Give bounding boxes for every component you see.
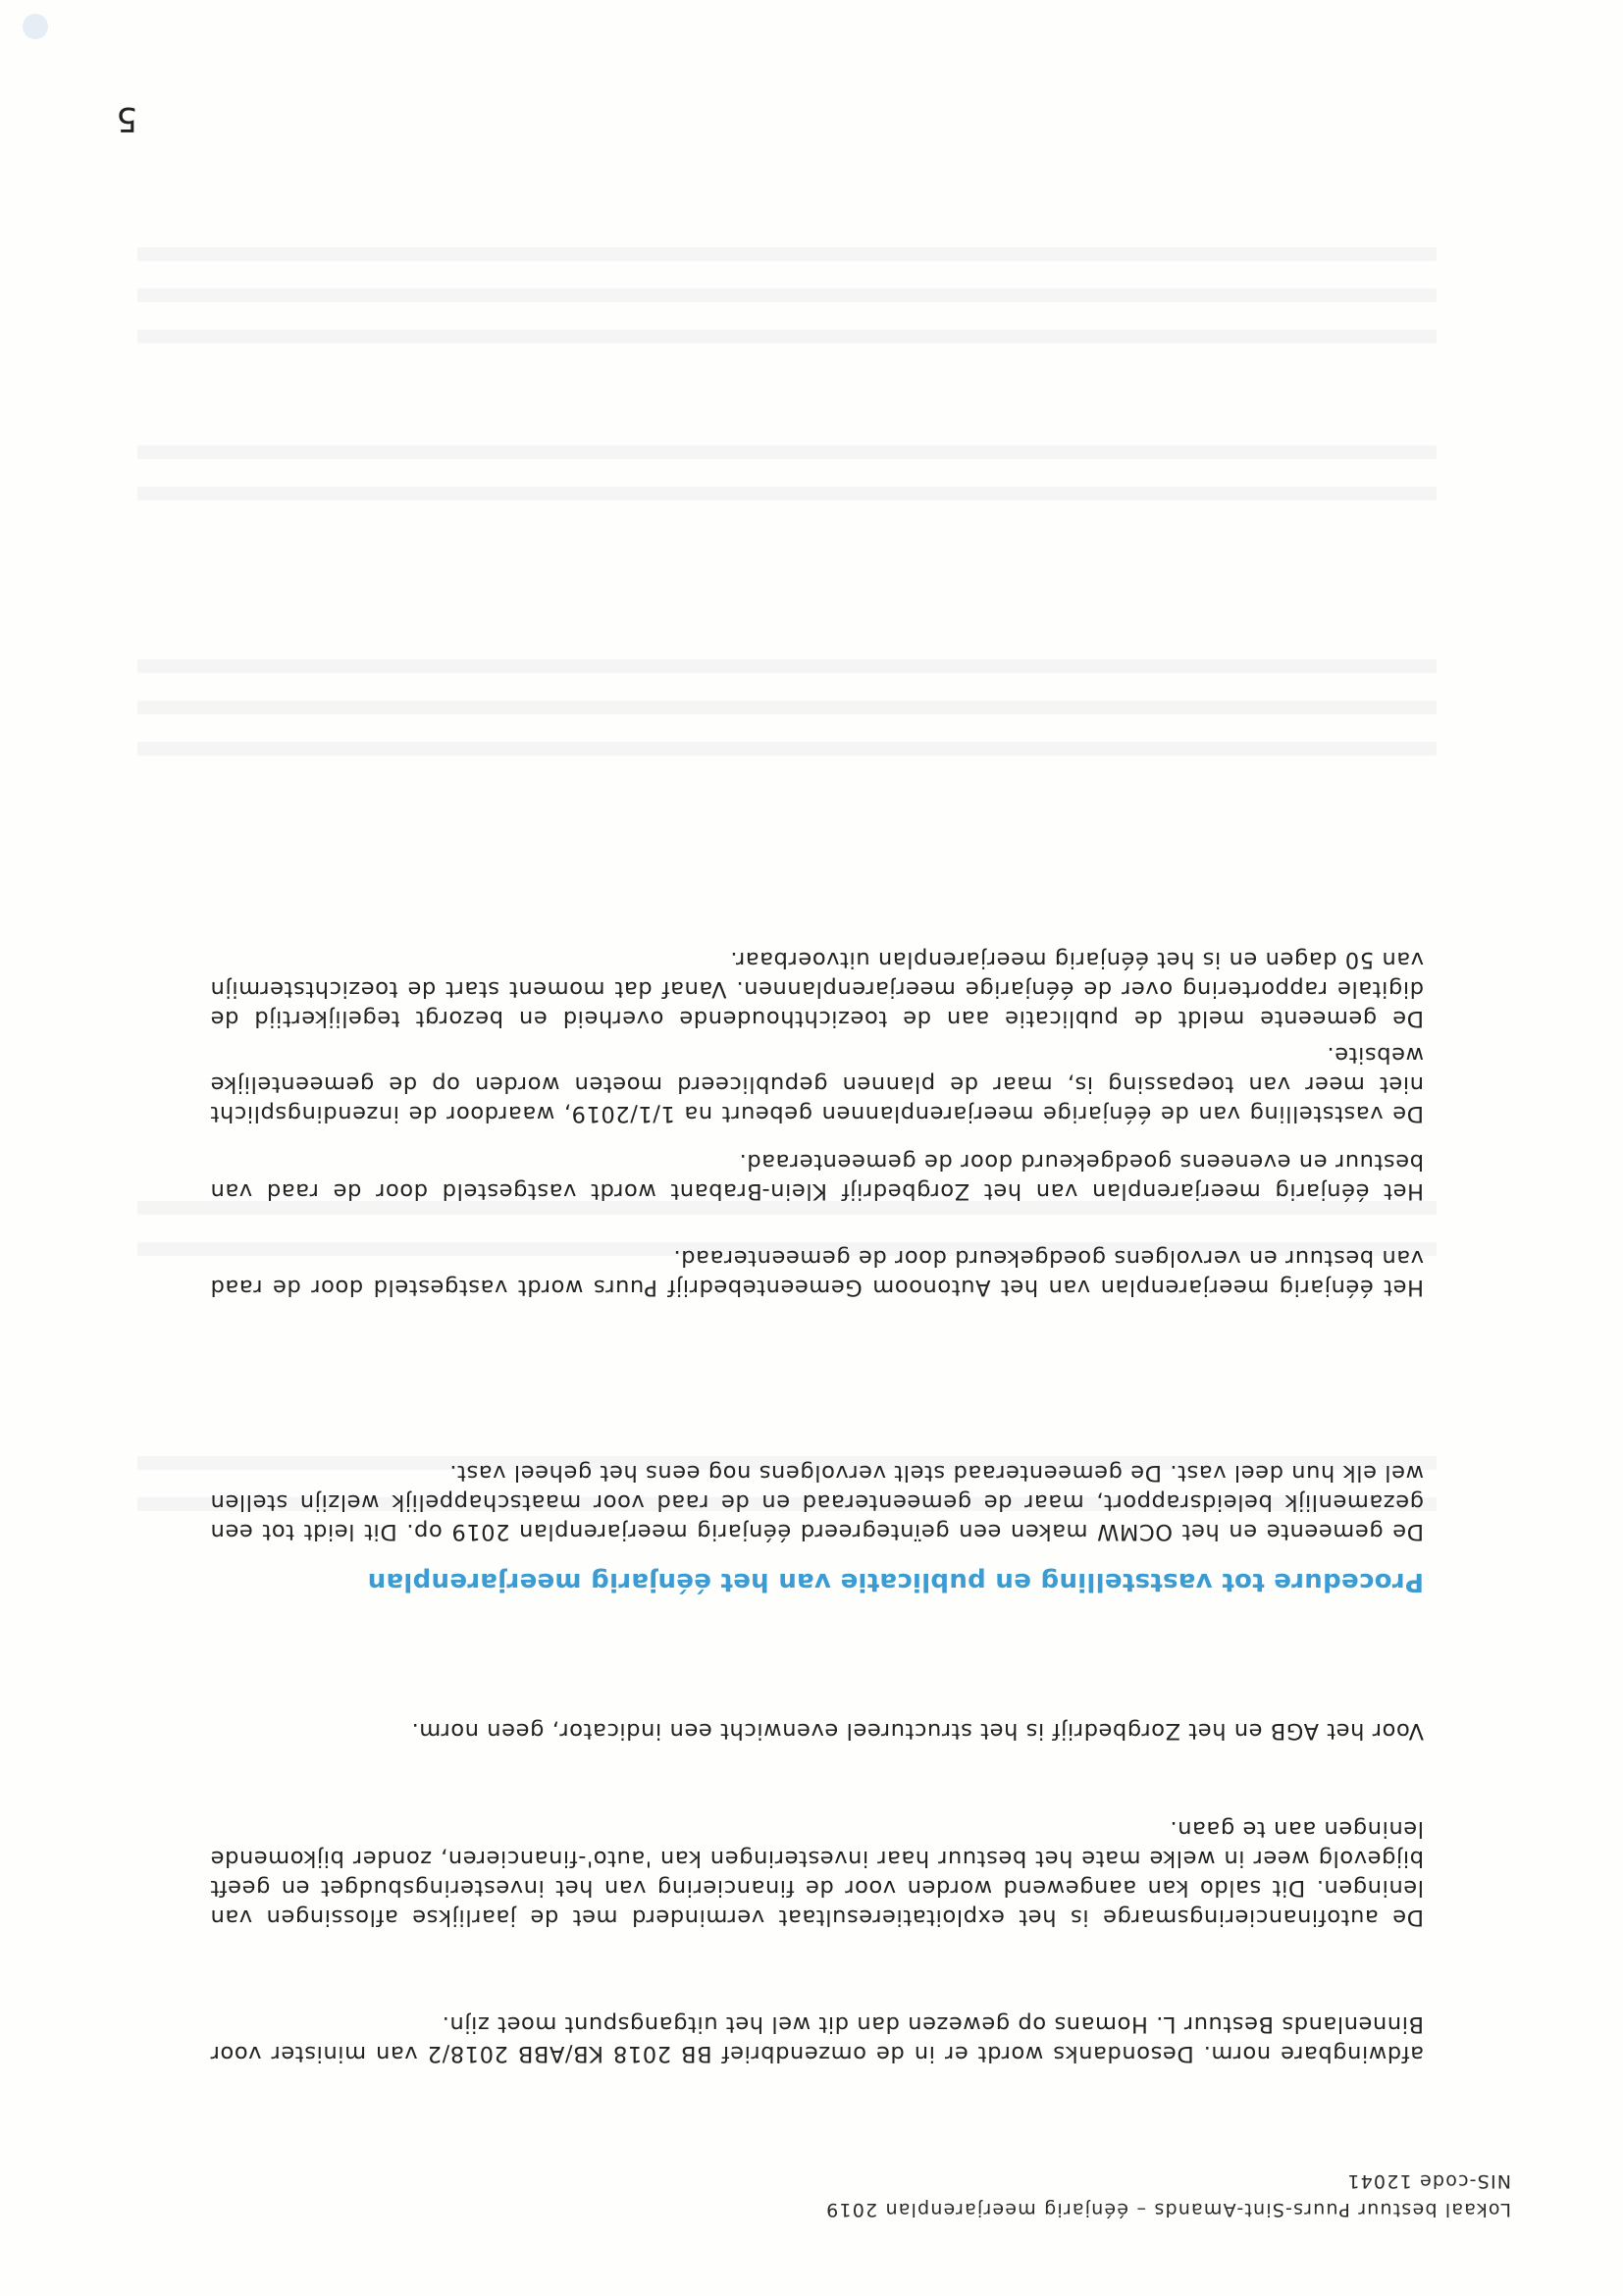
bleed-through-line (137, 330, 1437, 343)
paragraph-website-publication: De vaststelling van de éénjarige meerjarenplannen gebeurt na 1/1/2019, waardoor de inzendingsplicht niet meer van toepassing is, maar de plannen gepubliceerd moeten worden op de gemeentelijke website. (210, 1042, 1424, 1126)
document-header (825, 2166, 1511, 2223)
header-nis-code: NIS-code 12041 (1346, 2170, 1511, 2192)
paragraph-structural-balance: Voor het AGB en het Zorgbedrijf is het structureel evenwicht een indicator, geen norm. (410, 1718, 1424, 1744)
bleed-through-line (137, 659, 1437, 673)
scan-corner-mark (23, 14, 48, 39)
paragraph-publication-notice: De gemeente meldt de publicatie aan de toezichthoudende overheid en bezorgt tegelijkertijd de digitale rapportering over de éénjarige meerjarenplannen. Vanaf dat moment start de toezichtstermijn van 50 dagen en is het éénjarig meerjarenplan uitvoerbaar. (210, 947, 1424, 1031)
header-title: Lokaal bestuur Puurs-Sint-Amands – éénjarig meerjarenplan 2019 (824, 2199, 1511, 2220)
page-number: 5 (116, 99, 137, 138)
bleed-through-line (137, 487, 1437, 500)
paragraph-zorgbedrijf-plan: Het éénjarig meerjarenplan van het Zorgbedrijf Klein-Brabant wordt vastgesteld door de raad van bestuur en eveneens goedgekeurd door de gemeenteraad. (210, 1149, 1424, 1204)
section-heading: Procedure tot vaststelling en publicatie van het éénjarig meerjarenplan (367, 1567, 1424, 1596)
bleed-through-line (137, 247, 1437, 261)
paragraph-norm: afdwingbare norm. Desondanks wordt er in de omzendbrief BB 2018 KB/ABB 2018/2 van minister voor Binnenlands Bestuur L. Homans op gewezen dan dit wel het uitgangspunt moet zijn. (210, 2011, 1424, 2066)
bleed-through-line (137, 701, 1437, 714)
bleed-through-line (137, 288, 1437, 302)
paragraph-agb-plan: Het éénjarig meerjarenplan van het Autonoom Gemeentebedrijf Puurs wordt vastgesteld door de raad van bestuur en vervolgens goedgekeurd door de gemeenteraad. (210, 1245, 1424, 1300)
paragraph-autofinancing-margin: De autofinancieringsmarge is het exploitatieresultaat verminderd met de jaarlijkse aflossingen van leningen. Dit saldo kan aangewend worden voor de financiering van het investeringsbudget en geeft bijgevolg weer in welke mate het bestuur haar investeringen kan 'auto'-financieren, zonder bijkomende leningen aan te gaan. (210, 1816, 1424, 1930)
bleed-through-line (137, 445, 1437, 459)
paragraph-integrated-plan: De gemeente en het OCMW maken een geïntegreerd éénjarig meerjarenplan 2019 op. Dit leidt tot een gezamenlijk beleidsrapport, maar de gemeenteraad en de raad voor maatschappelijk welzijn stellen wel elk hun deel vast. De gemeenteraad stelt vervolgens nog eens het geheel vast. (210, 1460, 1424, 1544)
bleed-through-line (137, 742, 1437, 756)
